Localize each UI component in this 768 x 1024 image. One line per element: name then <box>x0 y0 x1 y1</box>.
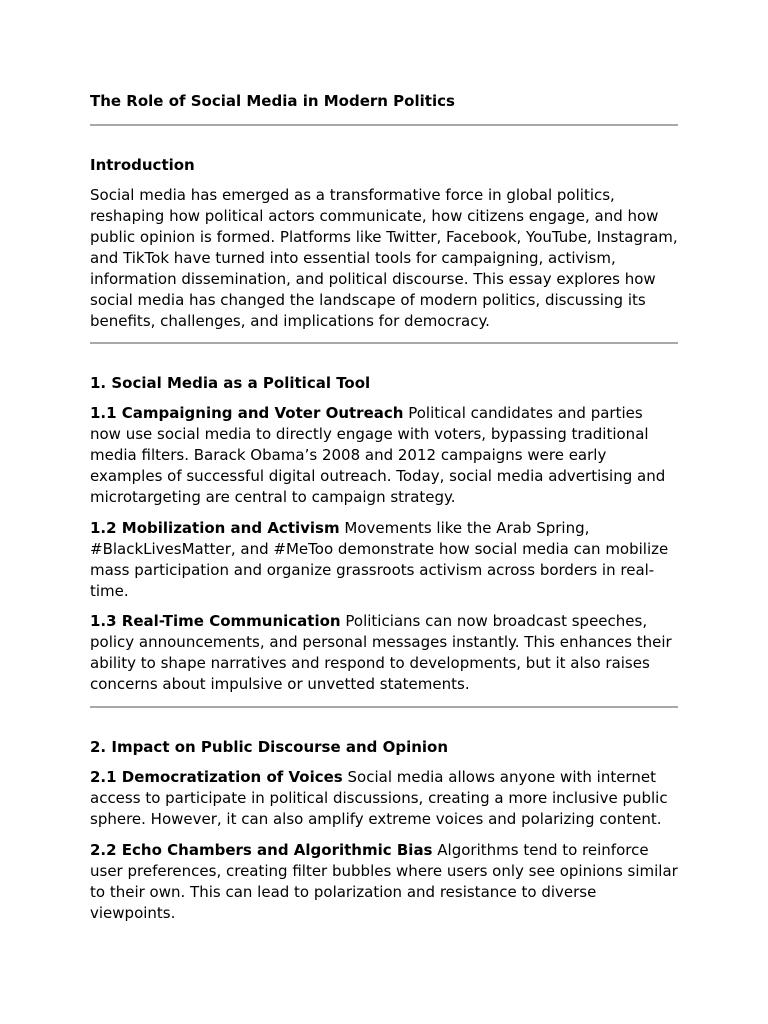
subsection-1-3-paragraph <box>90 611 678 695</box>
subsection-1-1-title: 1.1 Campaigning and Voter Outreach <box>90 404 404 422</box>
subsection-1-3-title: 1.3 Real-Time Communication <box>90 612 341 630</box>
section-2-heading: 2. Impact on Public Discourse and Opinion <box>90 738 449 756</box>
subsection-1-3-text: Politicians can now broadcast speeches, policy announcements, and personal messages instantly. This enhances their ability to shape narratives and respond to developments, but it also raises concerns about impulsive or unvetted statements. <box>90 612 672 693</box>
section-divider-1 <box>90 342 678 344</box>
document-title: The Role of Social Media in Modern Politics <box>90 92 455 110</box>
subsection-1-1-paragraph <box>90 403 678 508</box>
subsection-2-1-text: Social media allows anyone with internet access to participate in political discussions, creating a more inclusive public sphere. However, it can also amplify extreme voices and polarizing content. <box>90 768 668 828</box>
introduction-paragraph: Social media has emerged as a transformative force in global politics, reshaping how political actors communicate, how citizens engage, and how public opinion is formed. Platforms like Twitter, Facebook, YouTube, Instagram, and TikTok have turned into essential tools for campaigning, activism, information dissemination, and political discourse. This essay explores how social media has changed the landscape of modern politics, discussing its benefits, challenges, and implications for democracy. <box>90 186 678 330</box>
subsection-1-2-paragraph <box>90 518 678 602</box>
section-divider-2 <box>90 706 678 708</box>
subsection-2-1-paragraph <box>90 767 678 830</box>
subsection-1-2-text: Movements like the Arab Spring, #BlackLivesMatter, and #MeToo demonstrate how social media can mobilize mass participation and organize grassroots activism across borders in real-time. <box>90 519 669 600</box>
subsection-2-2-title: 2.2 Echo Chambers and Algorithmic Bias <box>90 841 433 859</box>
subsection-2-2-paragraph <box>90 840 678 924</box>
subsection-1-2-title: 1.2 Mobilization and Activism <box>90 519 340 537</box>
introduction-heading: Introduction <box>90 156 195 174</box>
subsection-1-1-text: Political candidates and parties now use social media to directly engage with voters, bypassing traditional media filters. Barack Obama’s 2008 and 2012 campaigns were early examples of successful digital outreach. Today, social media advertising and microtargeting are central to campaign strategy. <box>90 404 666 506</box>
section-1-heading: 1. Social Media as a Political Tool <box>90 374 371 392</box>
subsection-2-2-text: Algorithms tend to reinforce user preferences, creating filter bubbles where users only see opinions similar to their own. This can lead to polarization and resistance to diverse viewpoints. <box>90 841 678 922</box>
title-divider <box>90 124 678 126</box>
subsection-2-1-title: 2.1 Democratization of Voices <box>90 768 343 786</box>
